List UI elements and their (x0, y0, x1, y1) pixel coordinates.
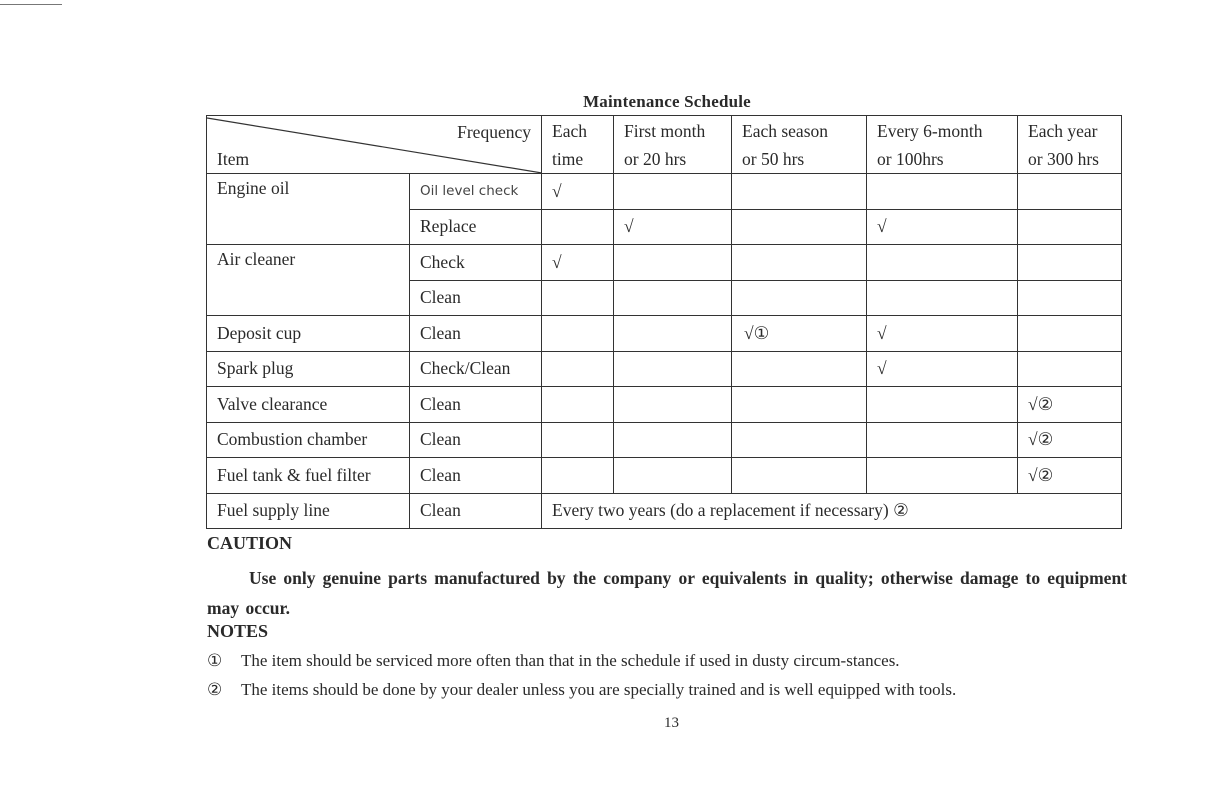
empty-cell (732, 351, 867, 387)
item-deposit-cup: Deposit cup (207, 316, 410, 352)
empty-cell (1018, 316, 1122, 352)
empty-cell (614, 351, 732, 387)
empty-cell (732, 458, 867, 494)
empty-cell (542, 209, 614, 245)
action-clean: Clean (410, 280, 542, 316)
item-valve-clearance: Valve clearance (207, 387, 410, 423)
action-clean: Clean (410, 316, 542, 352)
empty-cell (542, 351, 614, 387)
corner-header-cell (207, 116, 542, 174)
table-row (207, 458, 1122, 494)
item-engine-oil: Engine oil (207, 174, 410, 245)
action-replace: Replace (410, 209, 542, 245)
empty-cell (1018, 174, 1122, 210)
action-oil-level-check: Oil level check (410, 174, 542, 210)
empty-cell (614, 280, 732, 316)
empty-cell (614, 174, 732, 210)
check-mark-note1: √① (732, 316, 867, 352)
empty-cell (732, 174, 867, 210)
empty-cell (867, 387, 1018, 423)
action-clean: Clean (410, 387, 542, 423)
empty-cell (732, 422, 867, 458)
note-text: The items should be done by your dealer unless you are specially trained and is well equipped with tools. (241, 680, 957, 699)
empty-cell (732, 209, 867, 245)
action-clean: Clean (410, 422, 542, 458)
action-clean: Clean (410, 458, 542, 494)
note-number: ② (207, 680, 223, 699)
scan-edge-line (0, 4, 62, 5)
header-row (207, 116, 1122, 174)
frequency-label: Frequency (457, 122, 531, 142)
maintenance-schedule-table (206, 115, 1122, 529)
empty-cell (732, 245, 867, 281)
item-fuel-supply-line: Fuel supply line (207, 493, 410, 529)
empty-cell (614, 422, 732, 458)
empty-cell (1018, 209, 1122, 245)
table-row (207, 387, 1122, 423)
action-check: Check (410, 245, 542, 281)
check-mark-note2: √② (1018, 387, 1122, 423)
item-combustion-chamber: Combustion chamber (207, 422, 410, 458)
empty-cell (614, 316, 732, 352)
table-row (207, 174, 1122, 210)
note-text: The item should be serviced more often than that in the schedule if used in dusty circum-stances. (241, 651, 900, 670)
table-row (207, 493, 1122, 529)
empty-cell (1018, 245, 1122, 281)
empty-cell (542, 280, 614, 316)
check-mark-note2: √② (1018, 458, 1122, 494)
empty-cell (867, 422, 1018, 458)
empty-cell (614, 387, 732, 423)
empty-cell (867, 245, 1018, 281)
item-air-cleaner: Air cleaner (207, 245, 410, 316)
note-item (207, 680, 956, 700)
empty-cell (1018, 351, 1122, 387)
note-number: ① (207, 651, 223, 670)
caution-heading: CAUTION (207, 533, 293, 553)
empty-cell (867, 280, 1018, 316)
empty-cell (867, 174, 1018, 210)
empty-cell (614, 245, 732, 281)
empty-cell (542, 387, 614, 423)
item-label: Item (217, 149, 250, 169)
header-each-year: Each year or 300 hrs (1018, 116, 1122, 174)
note-item (207, 651, 900, 671)
fuel-supply-note: Every two years (do a replacement if necessary) ② (542, 493, 1122, 529)
check-mark-note2: √② (1018, 422, 1122, 458)
caution-text: Use only genuine parts manufactured by the company or equivalents in quality; otherwise damage to equipment may occur. (207, 568, 1127, 618)
notes-heading: NOTES (207, 621, 269, 641)
check-mark: √ (867, 209, 1018, 245)
check-mark: √ (867, 316, 1018, 352)
header-first-month: First month or 20 hrs (614, 116, 732, 174)
item-spark-plug: Spark plug (207, 351, 410, 387)
page-number: 13 (664, 715, 679, 731)
header-every-6-month: Every 6-month or 100hrs (867, 116, 1018, 174)
empty-cell (542, 422, 614, 458)
table-row (207, 351, 1122, 387)
header-each-time: Each time (542, 116, 614, 174)
table-row (207, 245, 1122, 281)
page-title: Maintenance Schedule (583, 92, 751, 111)
empty-cell (1018, 280, 1122, 316)
table-row (207, 422, 1122, 458)
empty-cell (732, 280, 867, 316)
empty-cell (732, 387, 867, 423)
check-mark: √ (867, 351, 1018, 387)
empty-cell (542, 458, 614, 494)
table-row (207, 316, 1122, 352)
check-mark: √ (542, 245, 614, 281)
empty-cell (614, 458, 732, 494)
action-check-clean: Check/Clean (410, 351, 542, 387)
check-mark: √ (614, 209, 732, 245)
header-each-season: Each season or 50 hrs (732, 116, 867, 174)
check-mark: √ (542, 174, 614, 210)
action-clean: Clean (410, 493, 542, 529)
item-fuel-tank-filter: Fuel tank & fuel filter (207, 458, 410, 494)
empty-cell (542, 316, 614, 352)
empty-cell (867, 458, 1018, 494)
